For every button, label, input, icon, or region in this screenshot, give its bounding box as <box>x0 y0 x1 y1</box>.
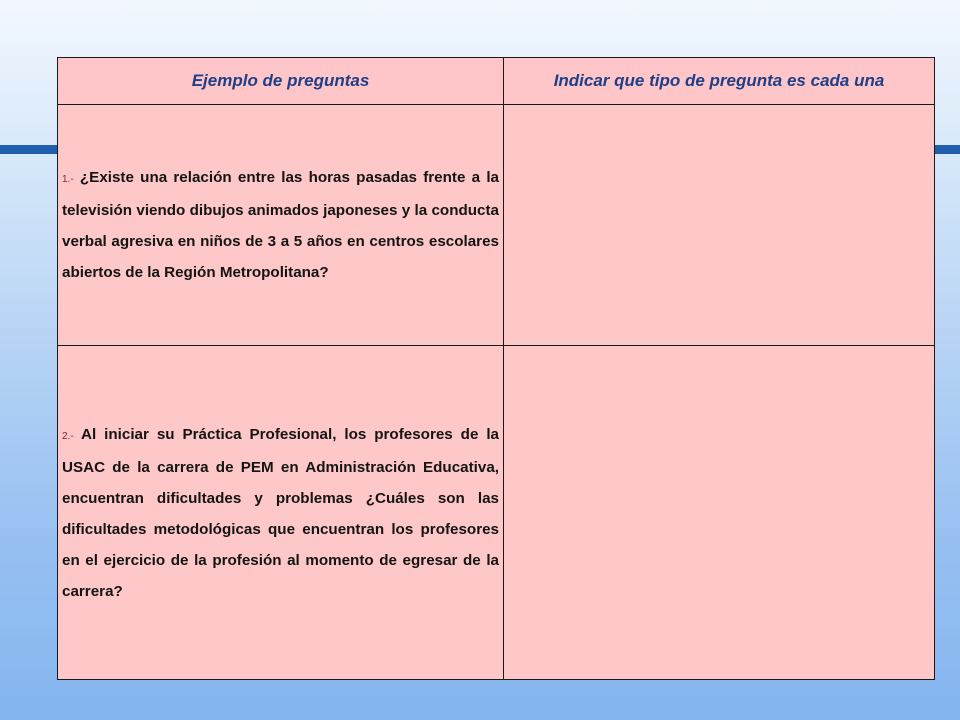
decorative-band-right <box>934 145 960 154</box>
question-cell <box>58 346 504 680</box>
table-row <box>58 105 935 346</box>
header-indicate-type: Indicar que tipo de pregunta es cada una <box>504 58 935 105</box>
question-body: ¿Existe una relación entre las horas pasadas frente a la televisión viendo dibujos animados japoneses y la conducta verbal agresiva en niños de 3 a 5 años en centros escolares abiertos de la Región Metropolitana? <box>62 169 499 281</box>
question-cell <box>58 105 504 346</box>
table-header-row <box>58 58 935 105</box>
decorative-band-left <box>0 145 58 154</box>
header-examples: Ejemplo de preguntas <box>58 58 504 105</box>
questions-table <box>57 57 935 680</box>
question-text <box>58 162 503 288</box>
answer-cell[interactable] <box>504 105 935 346</box>
question-number: 1.- <box>62 174 74 185</box>
question-number: 2.- <box>62 430 74 442</box>
question-text <box>58 419 503 607</box>
table-row <box>58 346 935 680</box>
question-body: Al iniciar su Práctica Profesional, los profesores de la USAC de la carrera de PEM en Administración Educativa, encuentran dificultades y problemas ¿Cuáles son las dificultades metodológicas que encuentran los profesores en el ejercicio de la profesión al momento de egresar de la carrera? <box>62 425 499 600</box>
answer-cell[interactable] <box>504 346 935 680</box>
